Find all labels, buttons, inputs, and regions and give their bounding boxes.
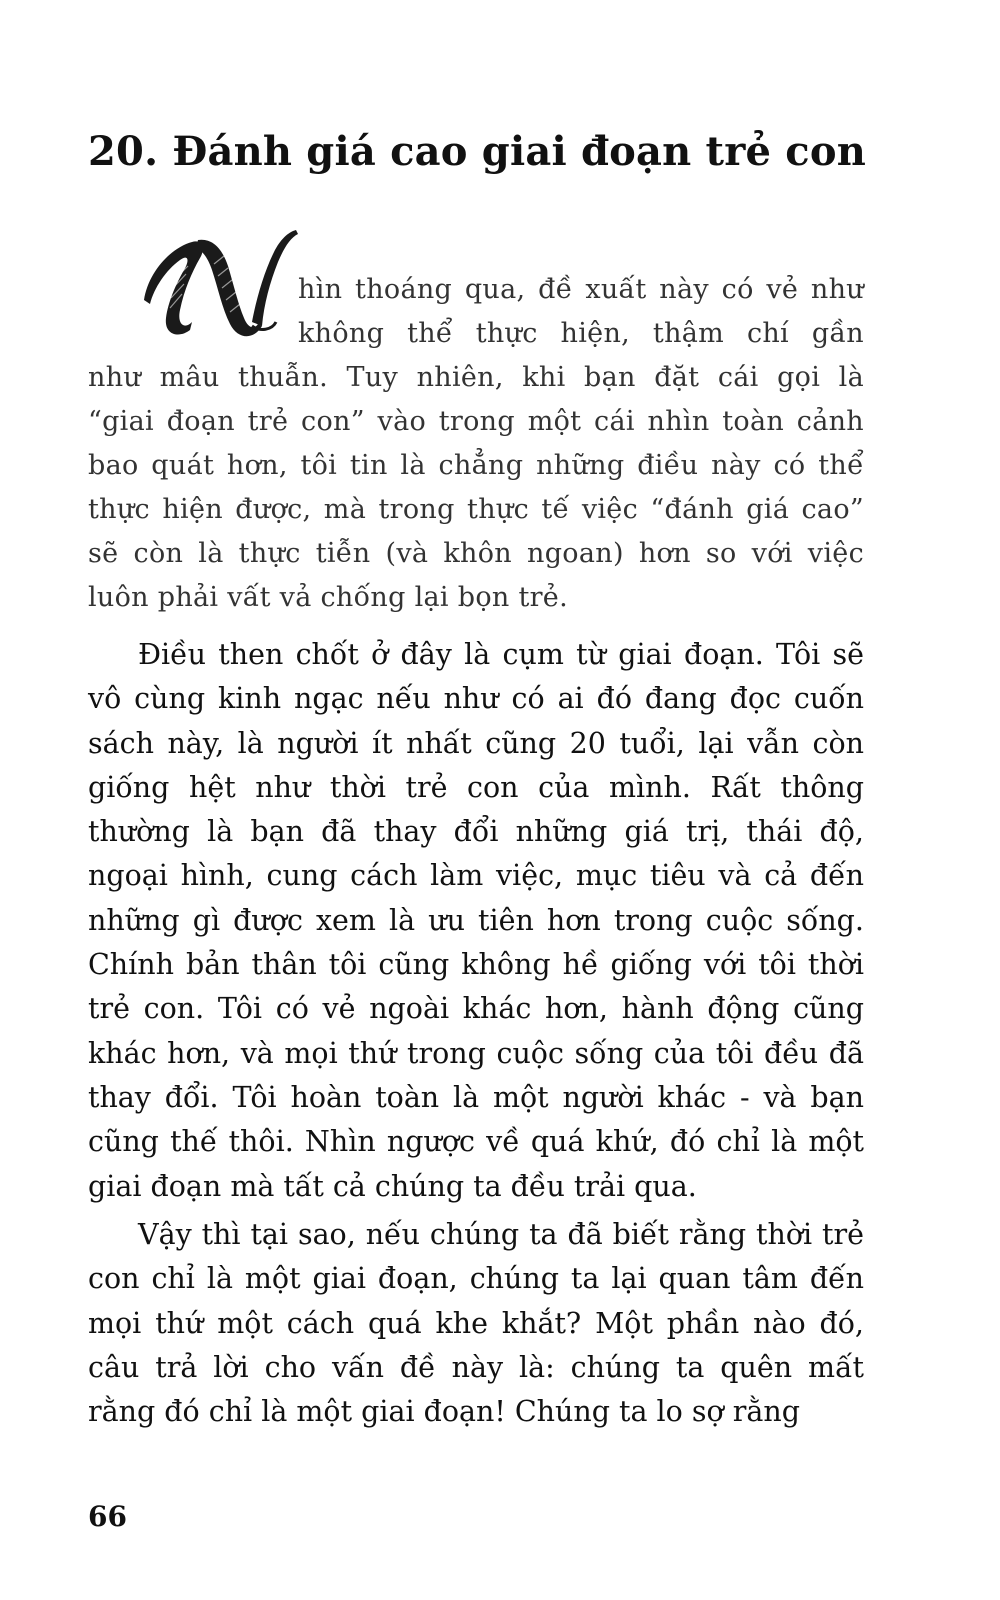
paragraph-3: Vậy thì tại sao, nếu chúng ta đã biết rằng thời trẻ con chỉ là một giai đoạn, chúng ta lại quan tâm đến mọi thứ một cách quá khe khắt? Một phần nào đó, câu trả lời cho vấn đề này là: chúng ta quên mất rằng đó chỉ là một giai đoạn! Chúng ta lo sợ rằng bbox=[88, 1218, 864, 1429]
paragraph1-line: “giai đoạn trẻ con” vào trong một cái nhìn toàn cảnh bbox=[88, 406, 864, 437]
paragraph1-line: luôn phải vất vả chống lại bọn trẻ. bbox=[88, 582, 568, 613]
paragraph-2: Điều then chốt ở đây là cụm từ giai đoạn. Tôi sẽ vô cùng kinh ngạc nếu như có ai đó đang đọc cuốn sách này, là người ít nhất cũng 20 tuổi, lại vẫn còn giống hệt như thời trẻ con của mình. Rất thông thường là bạn đã thay đổi những giá trị, thái độ, ngoại hình, cung cách làm việc, mục tiêu và cả đến những gì được xem là ưu tiên hơn trong cuộc sống. Chính bản thân tôi cũng không hề giống với tôi thời trẻ con. Tôi có vẻ ngoài khác hơn, hành động cũng khác hơn, và mọi thứ trong cuộc sống của tôi đều đã thay đổi. Tôi hoàn toàn là một người khác - và bạn cũng thế thôi. Nhìn ngược về quá khứ, đó chỉ là một giai đoạn mà tất cả chúng ta đều trải qua. bbox=[88, 638, 864, 1203]
chapter-title: 20. Đánh giá cao giai đoạn trẻ con bbox=[88, 128, 866, 175]
paragraph1-line: không thể thực hiện, thậm chí gần bbox=[298, 318, 864, 349]
paragraph1-line: bao quát hơn, tôi tin là chẳng những điều này có thể bbox=[88, 450, 864, 481]
drop-cap-n-glyph bbox=[140, 218, 300, 358]
paragraph1-line: hìn thoáng qua, đề xuất này có vẻ như bbox=[298, 274, 864, 305]
drop-cap-letter bbox=[140, 218, 300, 358]
paragraph1-line: thực hiện được, mà trong thực tế việc “đánh giá cao” bbox=[88, 494, 864, 525]
paragraph1-line: sẽ còn là thực tiễn (và khôn ngoan) hơn so với việc bbox=[88, 538, 864, 569]
page-number: 66 bbox=[88, 1500, 127, 1533]
paragraph1-line: như mâu thuẫn. Tuy nhiên, khi bạn đặt cái gọi là bbox=[88, 362, 864, 393]
